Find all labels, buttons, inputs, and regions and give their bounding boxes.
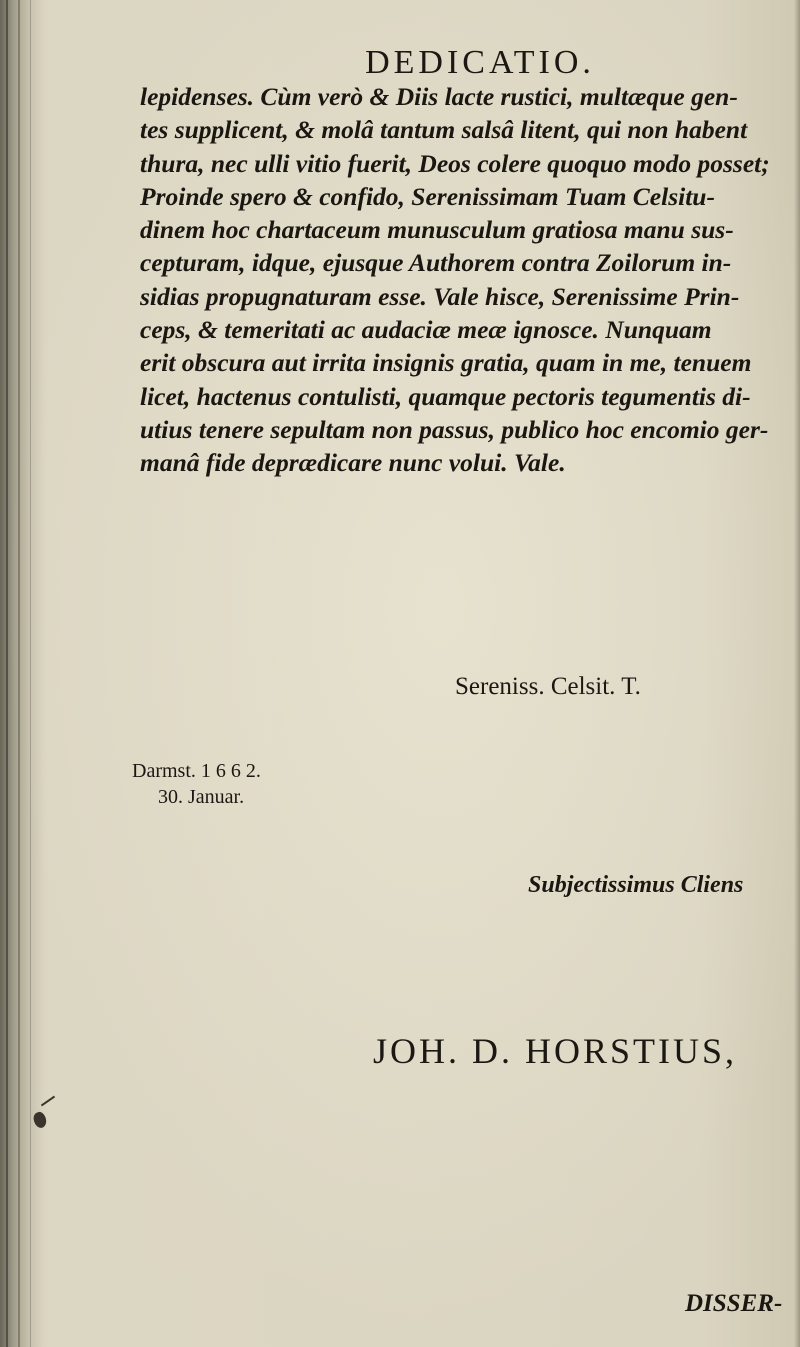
text-line: erit obscura aut irrita insignis gratia, quam in me, tenuem bbox=[140, 348, 752, 378]
signoff: Sereniss. Celsit. T. bbox=[455, 673, 641, 700]
client-line: Subjectissimus Cliens bbox=[528, 872, 744, 898]
text-line: Proinde spero & confido, Serenissimam Tuam Celsitu- bbox=[140, 181, 715, 211]
dedication-text bbox=[140, 80, 800, 480]
text-line: tes supplicent, & molâ tantum salsâ litent, qui non habent bbox=[140, 115, 748, 145]
text-line: licet, hactenus contulisti, quamque pectoris tegumentis di- bbox=[140, 381, 751, 411]
text-line: utius tenere sepultam non passus, publico hoc encomio ger- bbox=[140, 414, 769, 444]
gutter-line bbox=[30, 0, 31, 1347]
gutter-line bbox=[18, 0, 20, 1347]
running-head: DEDICATIO. bbox=[365, 44, 595, 81]
date-block bbox=[132, 758, 261, 810]
text-line: sidias propugnaturam esse. Vale hisce, Serenissime Prin- bbox=[140, 281, 740, 311]
date-place: Darmst. 1 6 6 2. bbox=[132, 760, 261, 782]
text-line: manâ fide deprædicare nunc volui. Vale. bbox=[140, 448, 566, 478]
text-line: cepturam, idque, ejusque Authorem contra Zoilorum in- bbox=[140, 248, 732, 278]
text-line: lepidenses. Cùm verò & Diis lacte rustici, multæque gen- bbox=[140, 82, 738, 111]
date-day: 30. Januar. bbox=[158, 786, 245, 808]
text-line: thura, nec ulli vitio fuerit, Deos colere quoquo modo posset; bbox=[140, 148, 770, 178]
catchword: DISSER- bbox=[685, 1290, 783, 1317]
text-line: ceps, & temeritati ac audaciæ meæ ignosce. Nunquam bbox=[140, 315, 712, 345]
gutter-line bbox=[6, 0, 8, 1347]
text-line: dinem hoc chartaceum munusculum gratiosa manu sus- bbox=[140, 215, 734, 245]
author-name: JOH. D. HORSTIUS, bbox=[373, 1031, 738, 1071]
